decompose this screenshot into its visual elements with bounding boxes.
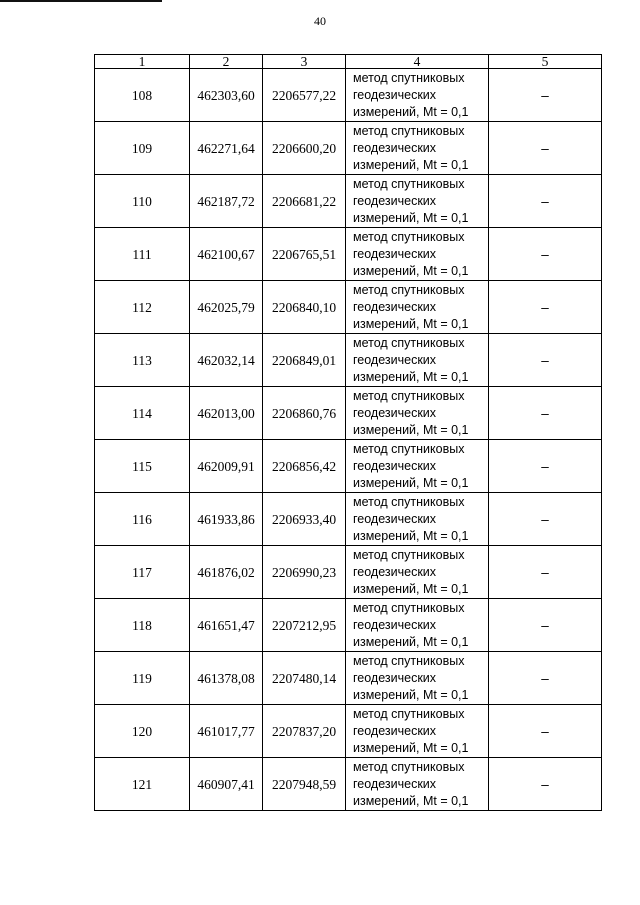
point-number-cell: 121 (95, 758, 190, 811)
x-coordinate-cell: 461876,02 (190, 546, 263, 599)
x-coordinate-cell: 462032,14 (190, 334, 263, 387)
table-row (95, 228, 602, 281)
method-cell (346, 387, 489, 440)
x-coordinate-cell: 462025,79 (190, 281, 263, 334)
point-number-cell: 119 (95, 652, 190, 705)
method-cell (346, 281, 489, 334)
note-cell: – (489, 493, 602, 546)
y-coordinate-cell: 2206990,23 (263, 546, 346, 599)
method-cell (346, 122, 489, 175)
y-coordinate-cell: 2206860,76 (263, 387, 346, 440)
method-text-line: геодезических (353, 776, 437, 791)
method-text-line: измерений, Mt = 0,1 (353, 104, 469, 119)
table-row (95, 69, 602, 122)
coordinates-table (94, 54, 602, 811)
method-text-line: измерений, Mt = 0,1 (353, 687, 469, 702)
method-cell (346, 599, 489, 652)
method-cell (346, 652, 489, 705)
column-header-3: 3 (263, 55, 346, 69)
method-cell (346, 440, 489, 493)
column-header-1: 1 (95, 55, 190, 69)
column-header-5: 5 (489, 55, 602, 69)
point-number-cell: 116 (95, 493, 190, 546)
y-coordinate-cell: 2206681,22 (263, 175, 346, 228)
table-header-row (95, 55, 602, 69)
column-header-2: 2 (190, 55, 263, 69)
y-coordinate-cell: 2206849,01 (263, 334, 346, 387)
point-number-cell: 109 (95, 122, 190, 175)
point-number-cell: 117 (95, 546, 190, 599)
y-coordinate-cell: 2207837,20 (263, 705, 346, 758)
x-coordinate-cell: 461933,86 (190, 493, 263, 546)
method-text-line: измерений, Mt = 0,1 (353, 263, 469, 278)
method-text-line: метод спутниковых (353, 176, 465, 191)
y-coordinate-cell: 2206856,42 (263, 440, 346, 493)
point-number-cell: 114 (95, 387, 190, 440)
table-row (95, 758, 602, 811)
method-cell (346, 228, 489, 281)
note-cell: – (489, 228, 602, 281)
x-coordinate-cell: 462303,60 (190, 69, 263, 122)
method-text-line: геодезических (353, 511, 437, 526)
table-row (95, 652, 602, 705)
method-text-line: геодезических (353, 617, 437, 632)
method-text-line: геодезических (353, 246, 437, 261)
note-cell: – (489, 334, 602, 387)
method-text-line: метод спутниковых (353, 759, 465, 774)
y-coordinate-cell: 2207948,59 (263, 758, 346, 811)
method-text-line: геодезических (353, 193, 437, 208)
table-row (95, 546, 602, 599)
table-row (95, 122, 602, 175)
note-cell: – (489, 175, 602, 228)
x-coordinate-cell: 461017,77 (190, 705, 263, 758)
method-text-line: измерений, Mt = 0,1 (353, 528, 469, 543)
note-cell: – (489, 69, 602, 122)
point-number-cell: 110 (95, 175, 190, 228)
method-text-line: измерений, Mt = 0,1 (353, 793, 469, 808)
method-cell (346, 546, 489, 599)
x-coordinate-cell: 462271,64 (190, 122, 263, 175)
y-coordinate-cell: 2206600,20 (263, 122, 346, 175)
method-text-line: геодезических (353, 670, 437, 685)
note-cell: – (489, 758, 602, 811)
method-cell (346, 69, 489, 122)
column-header-4: 4 (346, 55, 489, 69)
point-number-cell: 108 (95, 69, 190, 122)
method-text-line: метод спутниковых (353, 388, 465, 403)
note-cell: – (489, 546, 602, 599)
method-text-line: метод спутниковых (353, 706, 465, 721)
point-number-cell: 118 (95, 599, 190, 652)
method-text-line: геодезических (353, 140, 437, 155)
y-coordinate-cell: 2207212,95 (263, 599, 346, 652)
table-row (95, 175, 602, 228)
table-row (95, 334, 602, 387)
method-text-line: измерений, Mt = 0,1 (353, 210, 469, 225)
page-number: 40 (314, 14, 326, 28)
method-text-line: метод спутниковых (353, 441, 465, 456)
y-coordinate-cell: 2206840,10 (263, 281, 346, 334)
method-text-line: геодезических (353, 564, 437, 579)
method-text-line: геодезических (353, 299, 437, 314)
method-text-line: измерений, Mt = 0,1 (353, 634, 469, 649)
table-body (95, 69, 602, 811)
note-cell: – (489, 122, 602, 175)
note-cell: – (489, 440, 602, 493)
method-text-line: измерений, Mt = 0,1 (353, 740, 469, 755)
x-coordinate-cell: 460907,41 (190, 758, 263, 811)
point-number-cell: 115 (95, 440, 190, 493)
method-text-line: измерений, Mt = 0,1 (353, 422, 469, 437)
x-coordinate-cell: 462009,91 (190, 440, 263, 493)
y-coordinate-cell: 2207480,14 (263, 652, 346, 705)
method-text-line: измерений, Mt = 0,1 (353, 316, 469, 331)
table-row (95, 440, 602, 493)
method-text-line: метод спутниковых (353, 123, 465, 138)
method-text-line: геодезических (353, 352, 437, 367)
method-text-line: измерений, Mt = 0,1 (353, 157, 469, 172)
table-row (95, 387, 602, 440)
method-text-line: метод спутниковых (353, 229, 465, 244)
method-text-line: метод спутниковых (353, 653, 465, 668)
table-row (95, 705, 602, 758)
method-cell (346, 493, 489, 546)
method-text-line: метод спутниковых (353, 282, 465, 297)
method-cell (346, 334, 489, 387)
note-cell: – (489, 281, 602, 334)
point-number-cell: 112 (95, 281, 190, 334)
table-row (95, 281, 602, 334)
note-cell: – (489, 387, 602, 440)
y-coordinate-cell: 2206933,40 (263, 493, 346, 546)
method-text-line: метод спутниковых (353, 547, 465, 562)
point-number-cell: 111 (95, 228, 190, 281)
point-number-cell: 113 (95, 334, 190, 387)
x-coordinate-cell: 462013,00 (190, 387, 263, 440)
x-coordinate-cell: 461378,08 (190, 652, 263, 705)
method-cell (346, 758, 489, 811)
method-text-line: измерений, Mt = 0,1 (353, 369, 469, 384)
method-text-line: метод спутниковых (353, 494, 465, 509)
method-text-line: метод спутниковых (353, 70, 465, 85)
y-coordinate-cell: 2206765,51 (263, 228, 346, 281)
method-cell (346, 175, 489, 228)
top-divider-line (0, 0, 162, 2)
x-coordinate-cell: 462187,72 (190, 175, 263, 228)
method-text-line: геодезических (353, 723, 437, 738)
method-cell (346, 705, 489, 758)
note-cell: – (489, 599, 602, 652)
method-text-line: измерений, Mt = 0,1 (353, 581, 469, 596)
point-number-cell: 120 (95, 705, 190, 758)
method-text-line: геодезических (353, 458, 437, 473)
method-text-line: измерений, Mt = 0,1 (353, 475, 469, 490)
note-cell: – (489, 652, 602, 705)
method-text-line: геодезических (353, 87, 437, 102)
x-coordinate-cell: 461651,47 (190, 599, 263, 652)
y-coordinate-cell: 2206577,22 (263, 69, 346, 122)
method-text-line: метод спутниковых (353, 600, 465, 615)
note-cell: – (489, 705, 602, 758)
table-row (95, 599, 602, 652)
method-text-line: геодезических (353, 405, 437, 420)
x-coordinate-cell: 462100,67 (190, 228, 263, 281)
method-text-line: метод спутниковых (353, 335, 465, 350)
table-row (95, 493, 602, 546)
